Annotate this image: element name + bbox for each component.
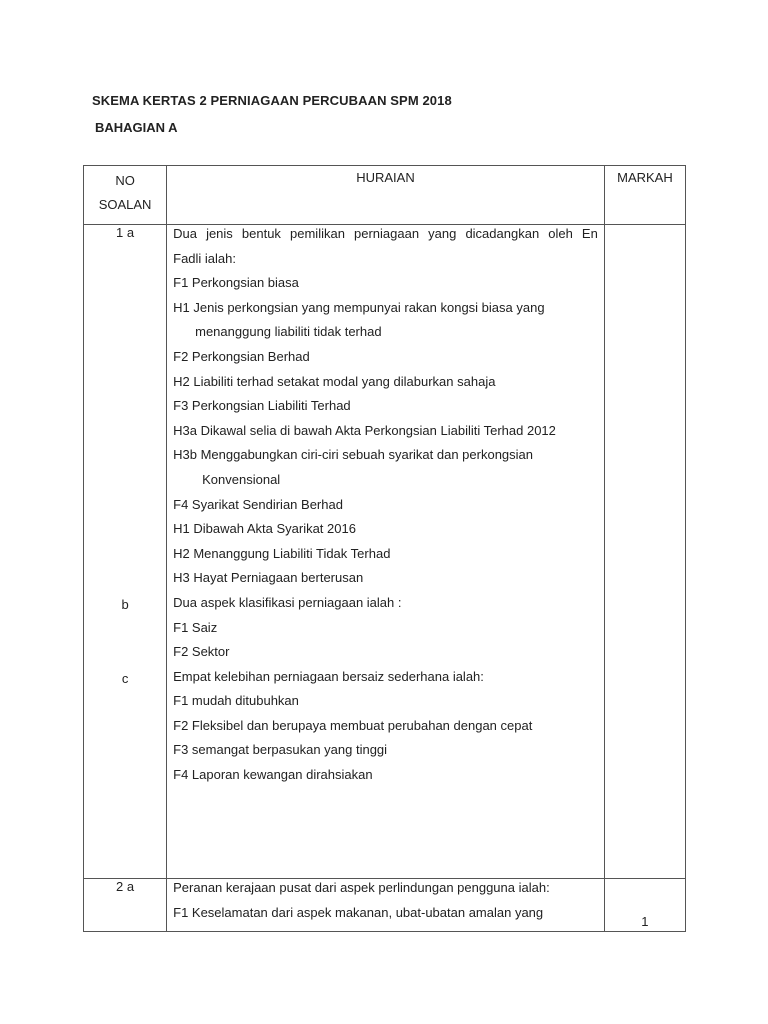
answer-line: F4 Syarikat Sendirian Berhad [173, 496, 343, 512]
answer-line: F1 mudah ditubuhkan [173, 693, 299, 709]
header-no-soalan [84, 166, 167, 225]
document-title: SKEMA KERTAS 2 PERNIAGAAN PERCUBAAN SPM 2018 [92, 93, 452, 108]
answer-line: F1 Saiz [173, 619, 218, 635]
question-1a: 1 a [116, 225, 135, 240]
section-heading: BAHAGIAN A [95, 120, 178, 135]
answer-scheme-table [83, 165, 686, 932]
answer-line: F4 Laporan kewangan dirahsiakan [173, 767, 373, 783]
answer-line: F3 semangat berpasukan yang tinggi [173, 742, 388, 758]
header-huraian: HURAIAN [167, 166, 605, 225]
question-1c: c [121, 671, 129, 686]
answer-line: H1 Dibawah Akta Syarikat 2016 [173, 521, 356, 537]
answer-line: H3a Dikawal selia di bawah Akta Perkongsian Liabiliti Terhad 2012 [173, 422, 556, 438]
answer-line: Dua jenis bentuk pemilikan perniagaan yang dicadangkan oleh En [173, 226, 598, 241]
table-row [84, 225, 686, 879]
question-number-cell [84, 879, 167, 932]
question-2a: 2 a [116, 879, 135, 894]
markah-cell [604, 225, 685, 879]
markah-cell [604, 879, 685, 932]
huraian-cell [167, 879, 605, 932]
answer-line: H3b Menggabungkan ciri-ciri sebuah syarikat dan perkongsian [173, 447, 533, 463]
answer-line: H1 Jenis perkongsian yang mempunyai rakan kongsi biasa yang [173, 299, 545, 315]
table-header-row [84, 166, 686, 225]
header-no-line2: SOALAN [98, 197, 152, 212]
answer-line: F3 Perkongsian Liabiliti Terhad [173, 398, 351, 414]
mark-value: 1 [641, 914, 649, 929]
answer-line: Empat kelebihan perniagaan bersaiz sederhana ialah: [173, 668, 484, 684]
answer-line: H3 Hayat Perniagaan berterusan [173, 570, 364, 586]
huraian-cell [167, 225, 605, 879]
answer-line: H2 Menanggung Liabiliti Tidak Terhad [173, 545, 391, 561]
answer-line: F1 Keselamatan dari aspek makanan, ubat-ubatan amalan yang [173, 904, 544, 920]
answer-line: menanggung liabiliti tidak terhad [195, 324, 382, 340]
answer-line: F1 Perkongsian biasa [173, 275, 299, 291]
question-1b: b [121, 597, 129, 612]
answer-line: F2 Fleksibel dan berupaya membuat perubahan dengan cepat [173, 717, 533, 733]
answer-line: Dua aspek klasifikasi perniagaan ialah : [173, 594, 402, 610]
answer-line: Peranan kerajaan pusat dari aspek perlindungan pengguna ialah: [173, 880, 550, 895]
answer-line: Fadli ialah: [173, 250, 236, 266]
header-markah: MARKAH [604, 166, 685, 225]
table-row [84, 879, 686, 932]
question-number-cell [84, 225, 167, 879]
answer-line: H2 Liabiliti terhad setakat modal yang dilaburkan sahaja [173, 373, 496, 389]
header-no-line1: NO [115, 173, 135, 188]
answer-line: F2 Perkongsian Berhad [173, 348, 310, 364]
answer-line: Konvensional [202, 471, 281, 487]
answer-line: F2 Sektor [173, 644, 230, 660]
